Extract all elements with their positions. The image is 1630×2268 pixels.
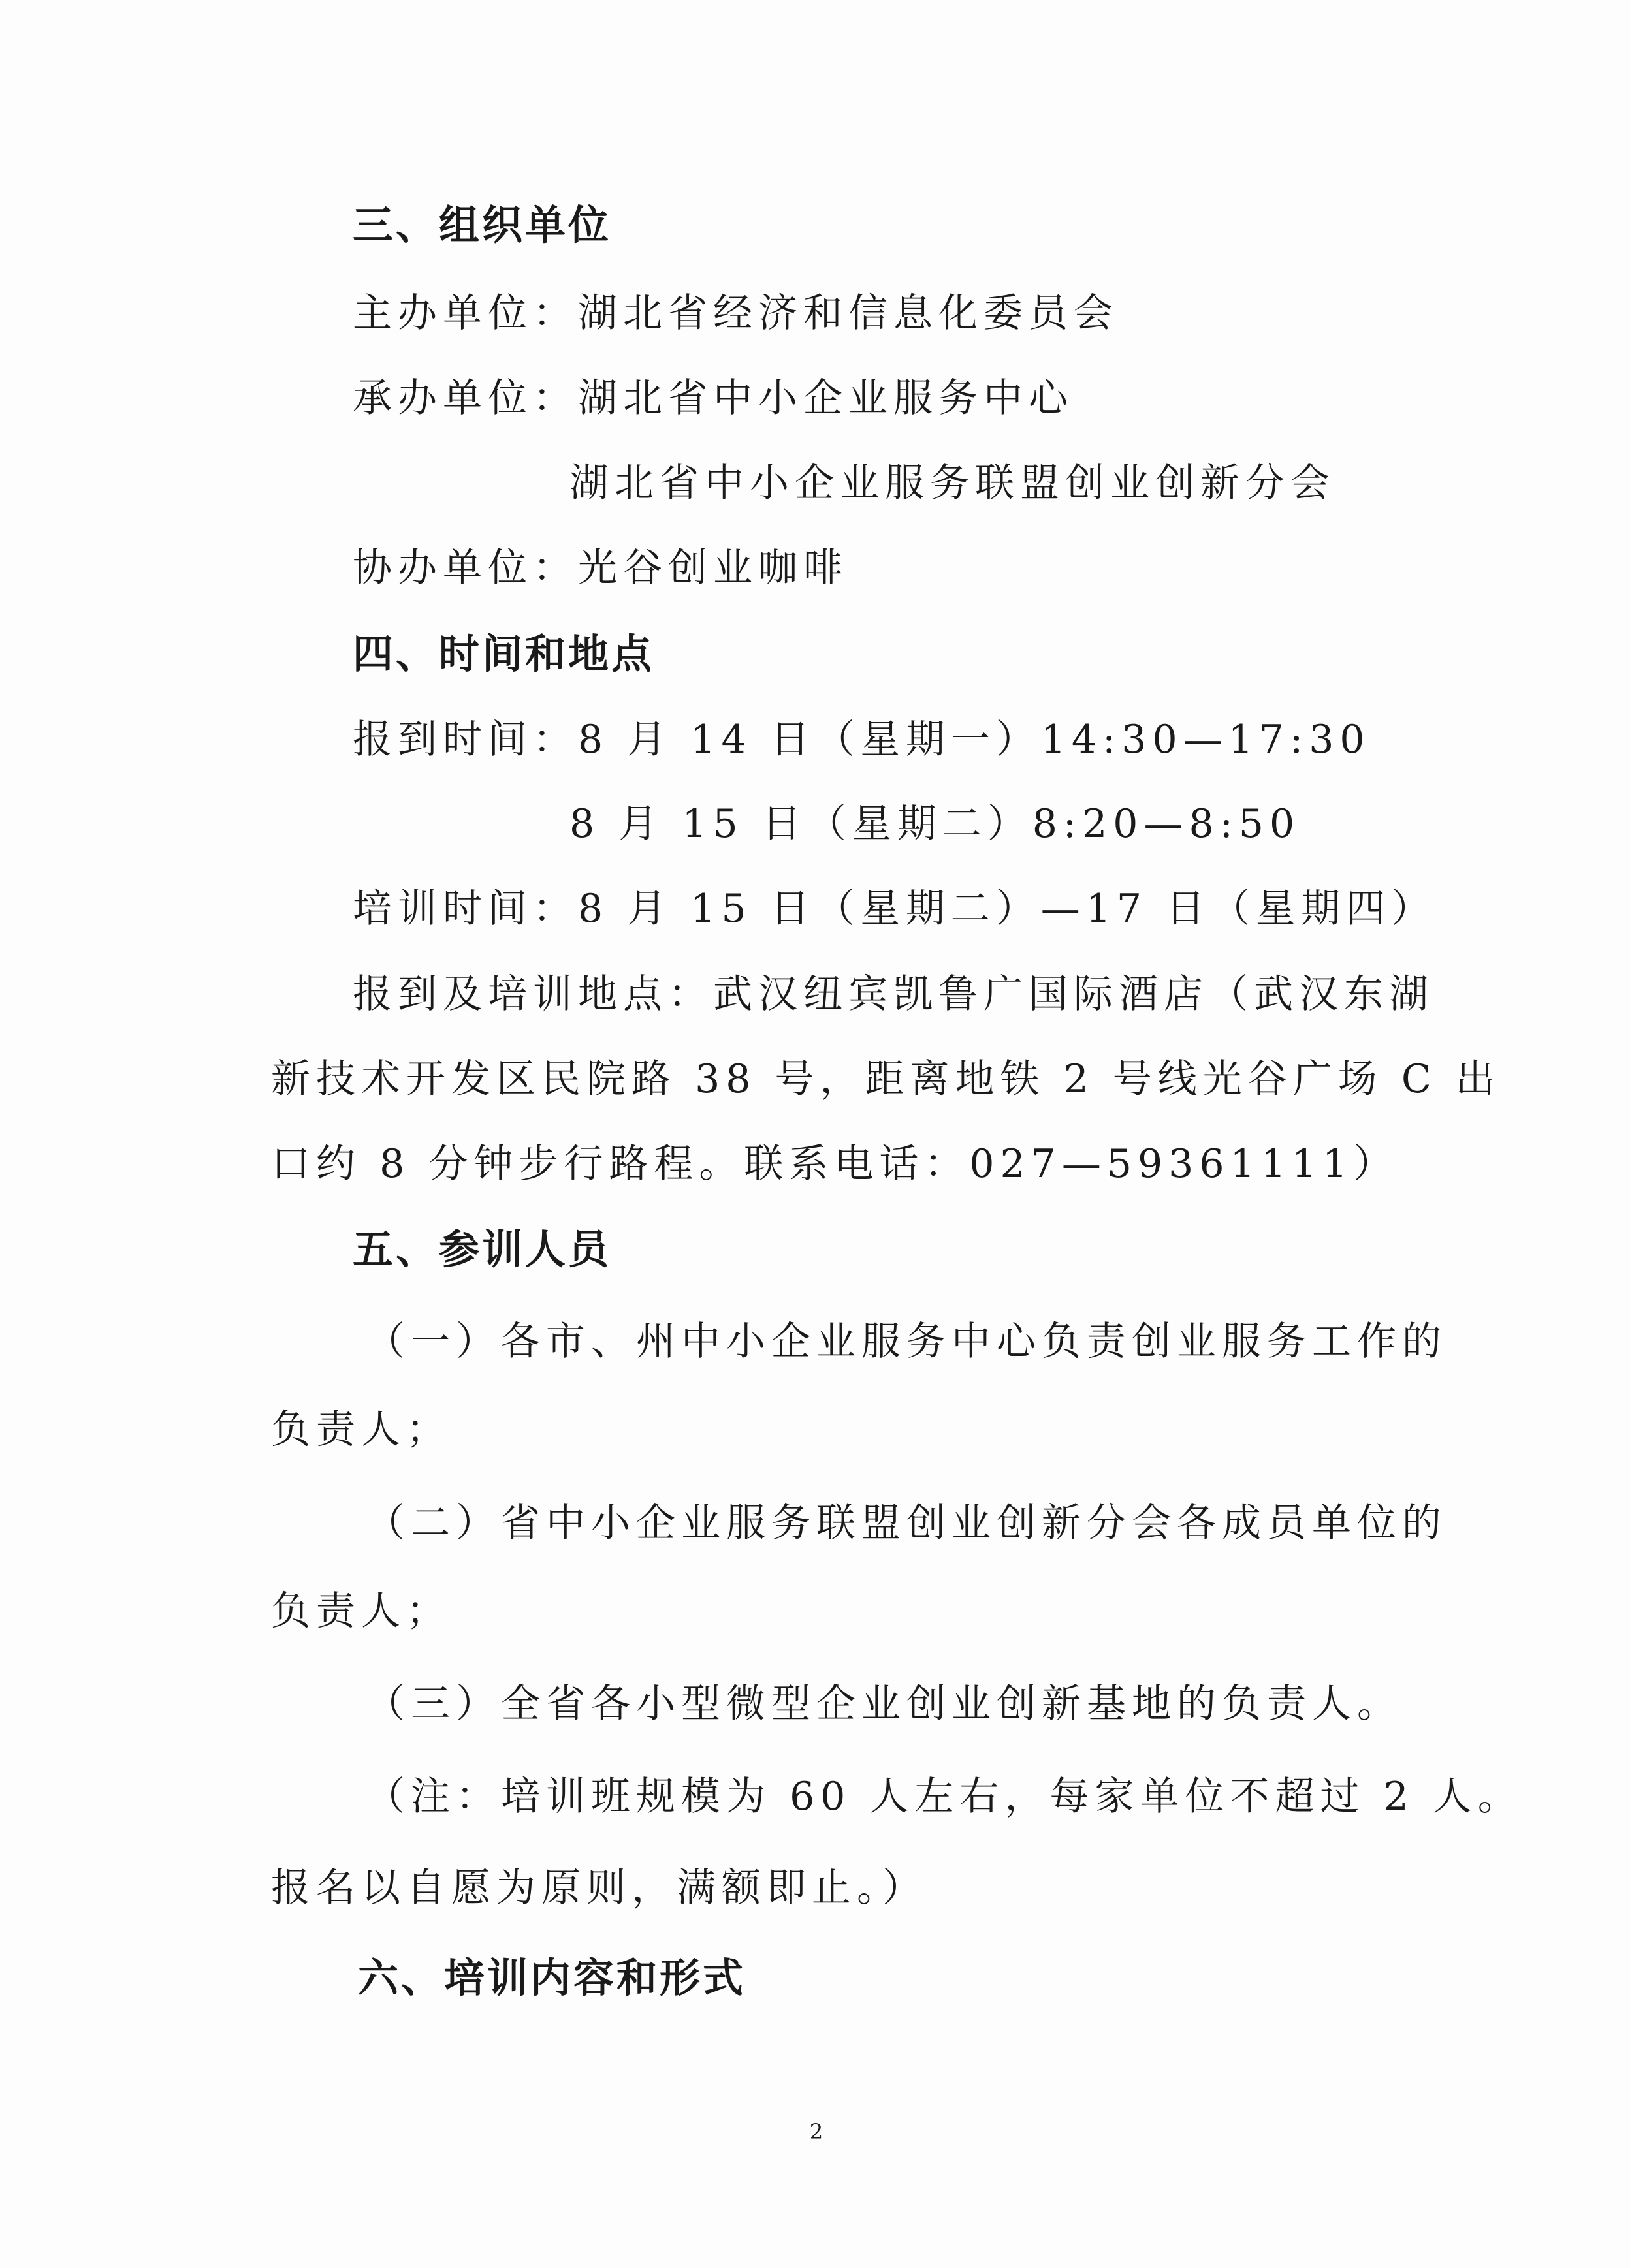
organizer-unit-line: 承办单位：湖北省中小企业服务中心 xyxy=(353,375,1074,421)
participant-item-1-cont: 负责人； xyxy=(271,1407,451,1453)
participant-item-2-cont: 负责人； xyxy=(271,1588,451,1634)
page-number: 2 xyxy=(809,2119,823,2144)
co-organizer-line: 协办单位：光谷创业咖啡 xyxy=(353,545,848,591)
organizer-unit-line-2: 湖北省中小企业服务联盟创业创新分会 xyxy=(569,460,1335,506)
participant-note-cont: 报名以自愿为原则，满额即止。） xyxy=(271,1865,927,1911)
section-heading-participants: 五、参训人员 xyxy=(353,1225,612,1273)
host-unit-line: 主办单位：湖北省经济和信息化委员会 xyxy=(353,291,1119,336)
participant-note: （注：培训班规模为 60 人左右，每家单位不超过 2 人。 xyxy=(366,1774,1523,1819)
section-heading-content: 六、培训内容和形式 xyxy=(358,1954,746,2002)
venue-line-2: 新技术开发区民院路 38 号，距离地铁 2 号线光谷广场 C 出 xyxy=(271,1056,1501,1102)
participant-item-3: （三）全省各小型微型企业创业创新基地的负责人。 xyxy=(366,1681,1402,1727)
participant-item-1: （一）各市、州中小企业服务中心负责创业服务工作的 xyxy=(366,1319,1447,1364)
venue-line-1: 报到及培训地点：武汉纽宾凯鲁广国际酒店（武汉东湖 xyxy=(353,971,1434,1017)
training-time-line: 培训时间：8 月 15 日（星期二）—17 日（星期四） xyxy=(353,886,1437,932)
participant-item-2: （二）省中小企业服务联盟创业创新分会各成员单位的 xyxy=(366,1500,1447,1546)
section-heading-organizers: 三、组织单位 xyxy=(353,201,612,249)
section-heading-time-place: 四、时间和地点 xyxy=(353,630,655,678)
checkin-time-line: 报到时间：8 月 14 日（星期一）14:30—17:30 xyxy=(353,717,1371,763)
checkin-time-line-2: 8 月 15 日（星期二）8:20—8:50 xyxy=(569,801,1301,847)
venue-line-3: 口约 8 分钟步行路程。联系电话：027—59361111） xyxy=(271,1141,1399,1187)
